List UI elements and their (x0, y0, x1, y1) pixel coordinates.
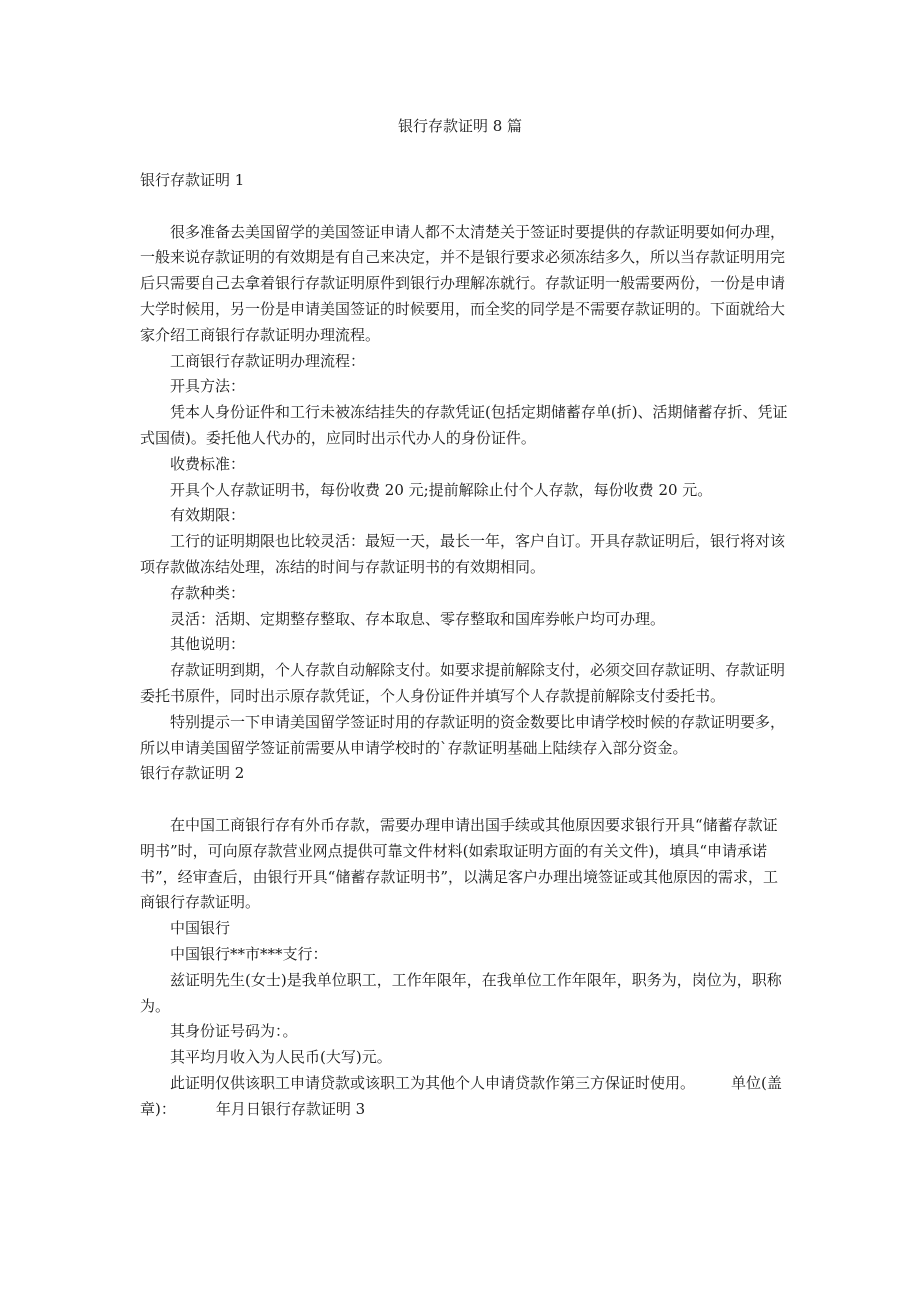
paragraph-branch: 中国银行**市***支行： (170, 944, 328, 963)
document-body (140, 168, 792, 1122)
paragraph-id-number: 其身份证号码为：。 (170, 1022, 298, 1041)
unit-seal-label: 单位(盖章)： (140, 1073, 782, 1118)
paragraph-process-heading: 工商银行存款证明办理流程： (170, 351, 366, 370)
paragraph-usage (140, 1071, 792, 1123)
paragraph-intro: 很多准备去美国留学的美国签证申请人都不太清楚关于签证时要提供的存款证明要如何办理，一般来说存款证明的有效期是有自己来决定，并不是银行要求必须冻结多久，所以当存款证明用完后只需要自己去拿着银行存款证明原件到银行办理解冻就行。存款证明一般需要两份，一份是申请大学时候用，另一份是申请美国签证的时候要用，而全奖的同学是不需要存款证明的。下面就给大家介绍工商银行存款证明办理流程。 (140, 222, 786, 344)
date-and-next-heading: 年月日银行存款证明 3 (215, 1099, 366, 1118)
paragraph-types: 灵活：活期、定期整存整取、存本取息、零存整取和国库券帐户均可办理。 (170, 609, 666, 628)
paragraph-fee: 开具个人存款证明书，每份收费 20 元;提前解除止付个人存款，每份收费 20 元。 (170, 480, 713, 499)
paragraph-validity: 工行的证明期限也比较灵活：最短一天，最长一年，客户自订。开具存款证明后，银行将对该项存款做冻结处理，冻结的时间与存款证明书的有效期相同。 (140, 532, 786, 576)
paragraph-other-label: 其他说明： (170, 635, 246, 654)
document-title: 银行存款证明 8 篇 (397, 117, 523, 135)
usage-text: 此证明仅供该职工申请贷款或该职工为其他个人申请贷款作第三方保证时使用。 (170, 1073, 696, 1092)
paragraph-validity-label: 有效期限： (170, 506, 246, 525)
paragraph-fee-label: 收费标准： (170, 454, 246, 473)
section-heading-2: 银行存款证明 2 (140, 764, 245, 783)
paragraph-method: 凭本人身份证件和工行未被冻结挂失的存款凭证(包括定期储蓄存单(折)、活期储蓄存折、凭证式国债)。委托他人代办的，应同时出示代办人的身份证件。 (140, 403, 788, 447)
paragraph-certify: 兹证明先生(女士)是我单位职工，工作年限年，在我单位工作年限年，职务为，岗位为，职称为。 (140, 970, 782, 1015)
blank-line (140, 787, 792, 813)
paragraph-method-label: 开具方法： (170, 377, 246, 396)
paragraph-income: 其平均月收入为人民币(大写)元。 (170, 1048, 392, 1067)
paragraph-tip: 特别提示一下申请美国留学签证时用的存款证明的资金数要比申请学校时候的存款证明要多，所以申请美国留学签证前需要从申请学校时的`存款证明基础上陆续存入部分资金。 (140, 712, 786, 757)
paragraph-types-label: 存款种类： (170, 583, 246, 602)
blank-line (140, 194, 792, 220)
paragraph-icbc-foreign: 在中国工商银行存有外币存款，需要办理申请出国手续或其他原因要求银行开具“储蓄存款证明书”时，可向原存款营业网点提供可靠文件材料(如索取证明方面的有关文件)，填具“申请承诺书”，经审查后，由银行开具“储蓄存款证明书”，以满足客户办理出境签证或其他原因的需求，工商银行存款证明。 (140, 815, 779, 912)
paragraph-bank-name: 中国银行 (170, 919, 231, 938)
section-heading-1: 银行存款证明 1 (140, 171, 245, 189)
paragraph-other: 存款证明到期，个人存款自动解除支付。如要求提前解除支付，必须交回存款证明、存款证明委托书原件，同时出示原存款凭证，个人身份证件并填写个人存款提前解除支付委托书。 (140, 661, 786, 705)
